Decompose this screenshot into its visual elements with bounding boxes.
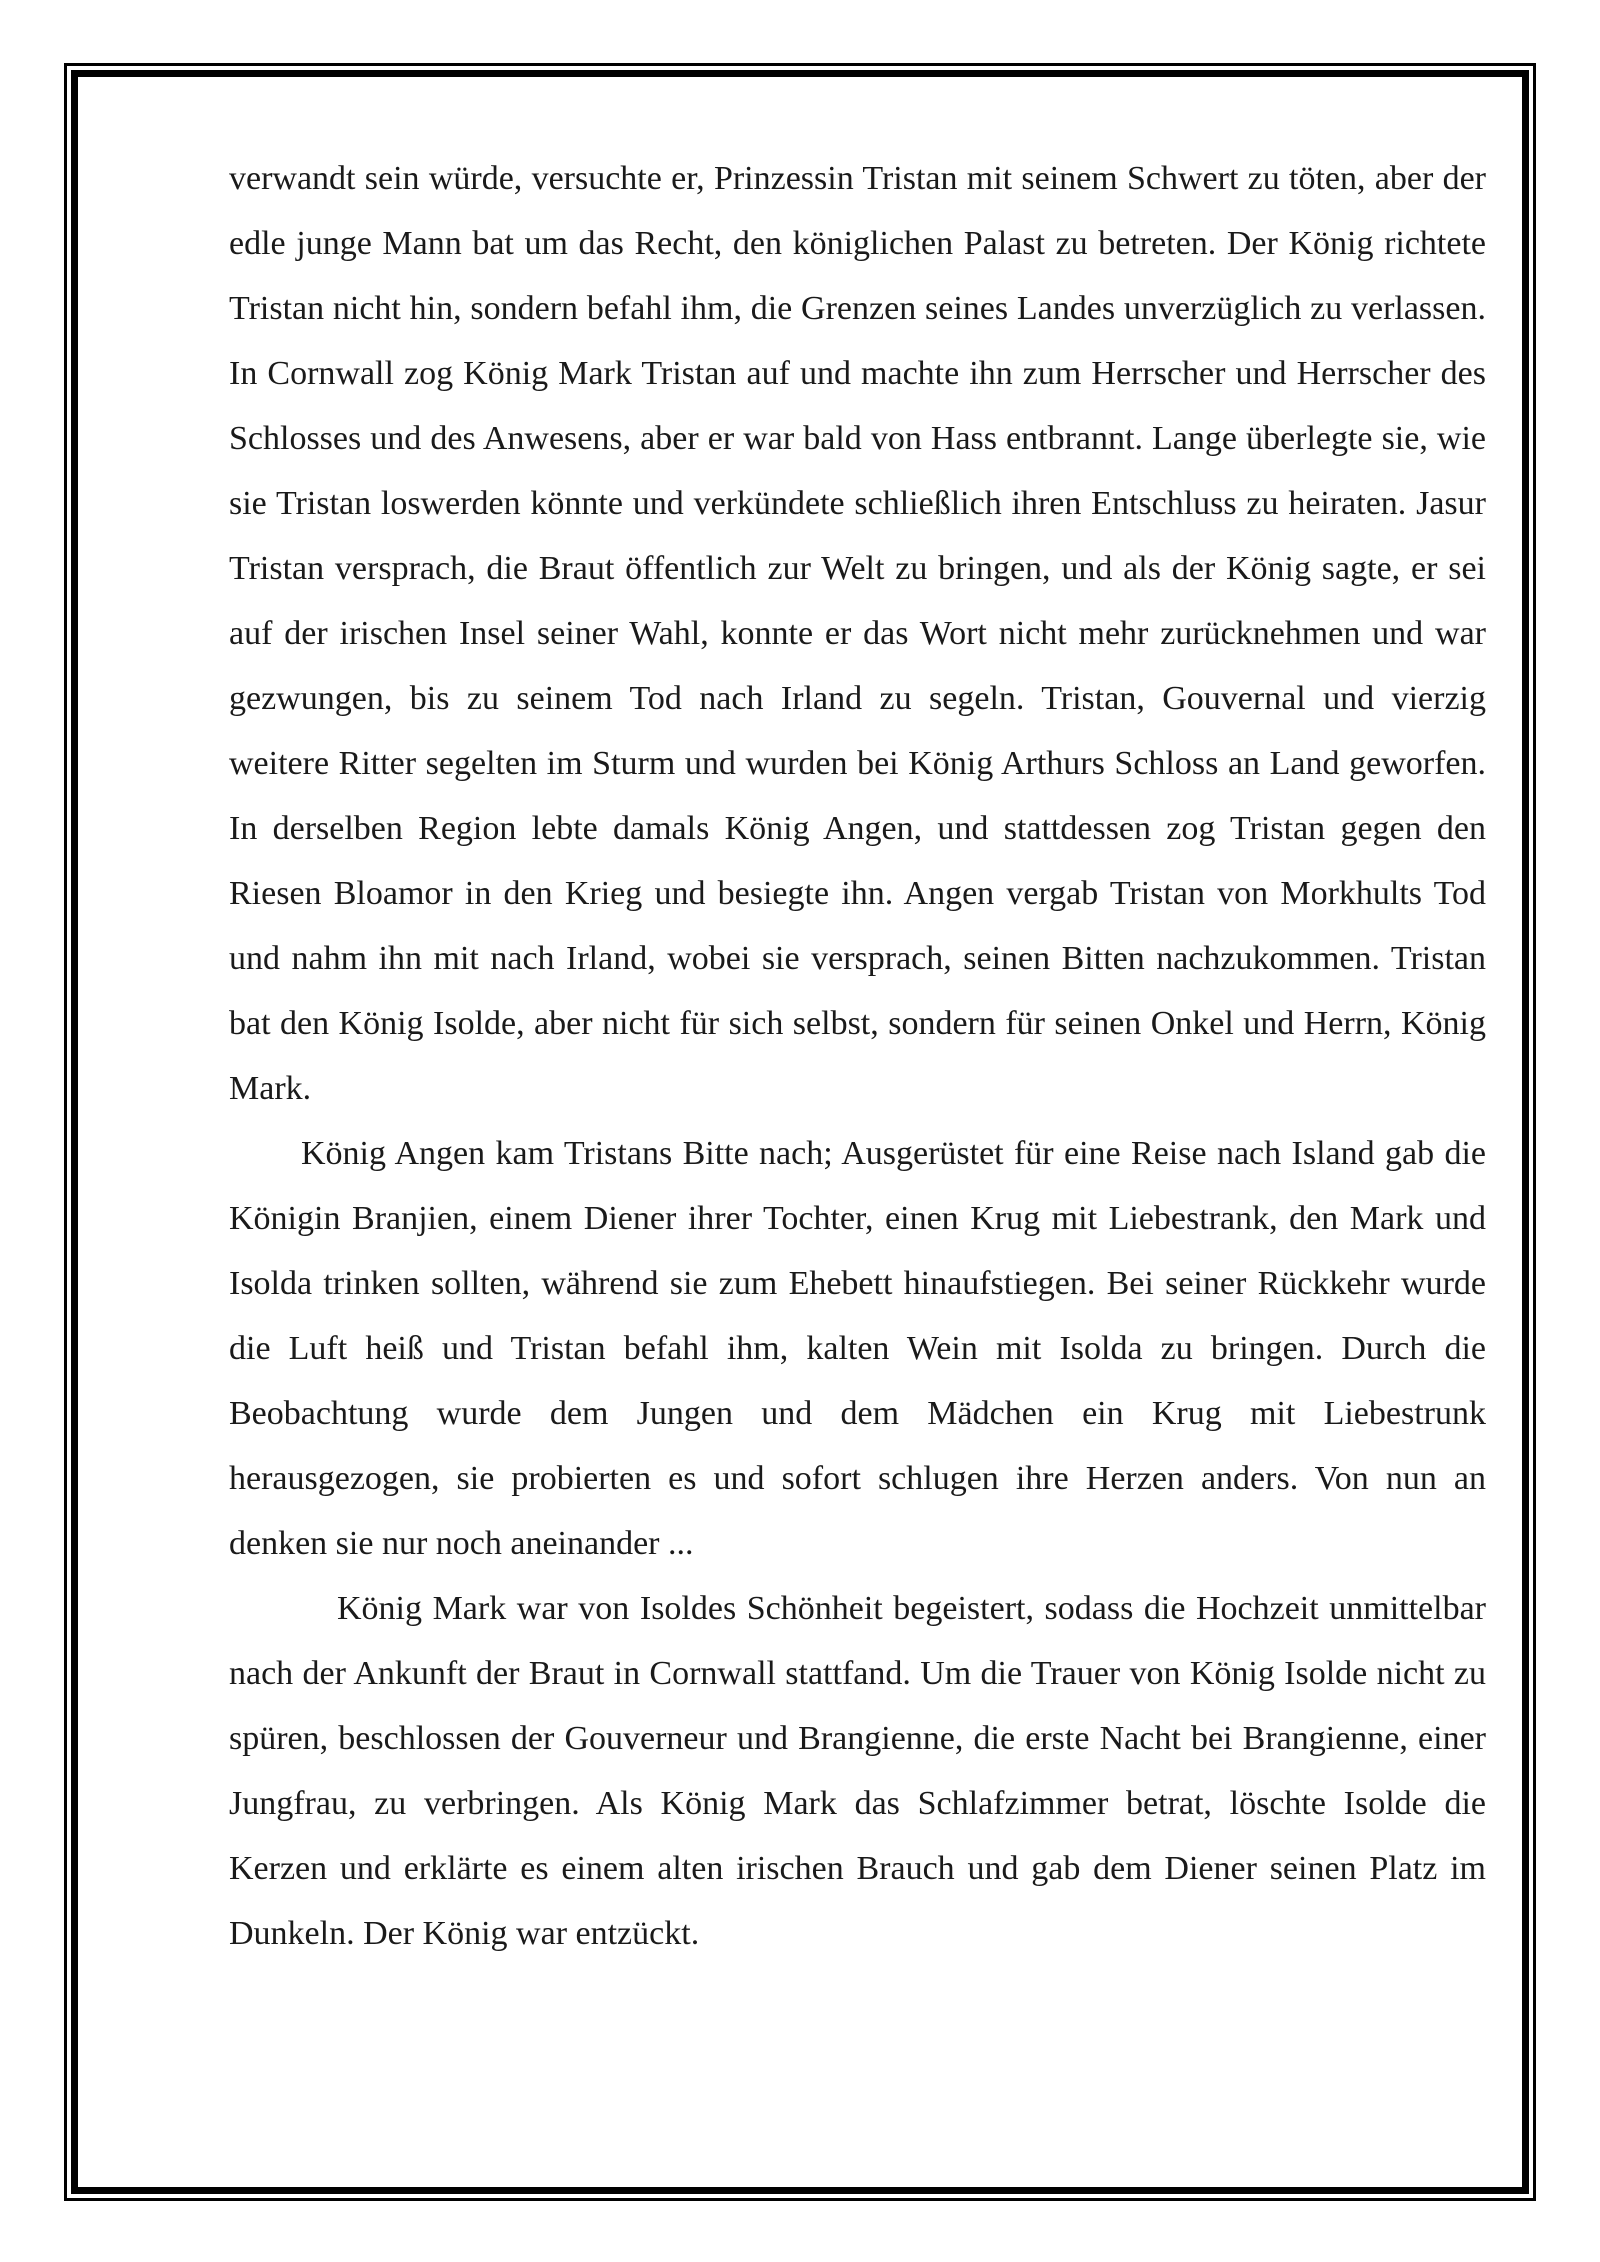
paragraph-3: König Mark war von Isoldes Schönheit begeistert, sodass die Hochzeit unmittelbar nach der Ankunft der Braut in Cornwall stattfand. Um die Trauer von König Isolde nicht zu spüren, beschlossen der Gouverneur und Brangienne, die erste Nacht bei Brangienne, einer Jungfrau, zu verbringen. Als König Mark das Schlafzimmer betrat, löschte Isolde die Kerzen und erklärte es einem alten irischen Brauch und gab dem Diener seinen Platz im Dunkeln. Der König war entzückt. [229,1590,1486,1952]
paragraph-2: König Angen kam Tristans Bitte nach; Ausgerüstet für eine Reise nach Island gab die Königin Branjien, einem Diener ihrer Tochter, einen Krug mit Liebestrank, den Mark und Isolda trinken sollten, während sie zum Ehebett hinaufstiegen. Bei seiner Rückkehr wurde die Luft heiß und Tristan befahl ihm, kalten Wein mit Isolda zu bringen. Durch die Beobachtung wurde dem Jungen und dem Mädchen ein Krug mit Liebestrunk herausgezogen, sie probierten es und sofort schlugen ihre Herzen anders. Von nun an denken sie nur noch aneinander ... [229,1135,1486,1562]
paragraph-1: verwandt sein würde, versuchte er, Prinzessin Tristan mit seinem Schwert zu töten, aber der edle junge Mann bat um das Recht, den königlichen Palast zu betreten. Der König richtete Tristan nicht hin, sondern befahl ihm, die Grenzen seines Landes unverzüglich zu verlassen. In Cornwall zog König Mark Tristan auf und machte ihn zum Herrscher und Herrscher des Schlosses und des Anwesens, aber er war bald von Hass entbrannt. Lange überlegte sie, wie sie Tristan loswerden könnte und verkündete schließlich ihren Entschluss zu heiraten. Jasur Tristan versprach, die Braut öffentlich zur Welt zu bringen, und als der König sagte, er sei auf der irischen Insel seiner Wahl, konnte er das Wort nicht mehr zurücknehmen und war gezwungen, bis zu seinem Tod nach Irland zu segeln. Tristan, Gouvernal und vierzig weitere Ritter segelten im Sturm und wurden bei König Arthurs Schloss an Land geworfen. In derselben Region lebte damals König Angen, und stattdessen zog Tristan gegen den Riesen Bloamor in den Krieg und besiegte ihn. Angen vergab Tristan von Morkhults Tod und nahm ihn mit nach Irland, wobei sie versprach, seinen Bitten nachzukommen. Tristan bat den König Isolde, aber nicht für sich selbst, sondern für seinen Onkel und Herrn, König Mark. [229,160,1486,1107]
document-body [229,146,1486,1966]
